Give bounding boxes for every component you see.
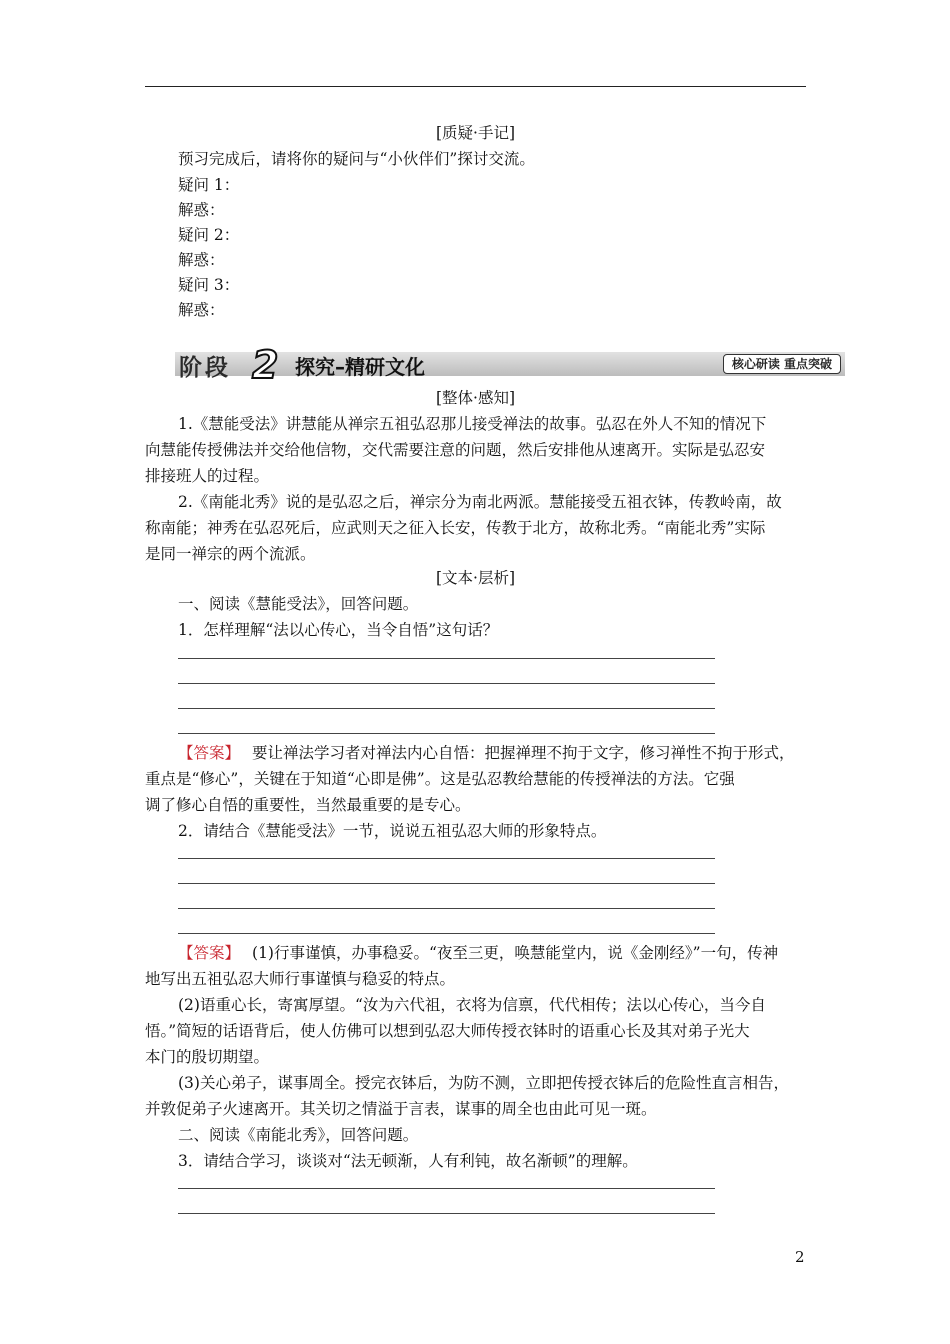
answer-2-2-line3: 本门的殷切期望。 bbox=[145, 1048, 270, 1066]
answer-blank-line bbox=[178, 658, 715, 659]
answer-1-line3: 调了修心自悟的重要性，当然最重要的是专心。 bbox=[145, 796, 471, 814]
stage-badge: 核心研读 重点突破 bbox=[723, 354, 841, 374]
question-1: 1．怎样理解“法以心传心，当令自悟”这句话？ bbox=[178, 621, 499, 639]
answer-2-2-line1: (2)语重心长，寄寓厚望。“汝为六代祖，衣将为信禀，代代相传；法以心传心，当今自 bbox=[178, 996, 766, 1014]
question-3-label: 疑问 3： bbox=[178, 276, 240, 294]
answer-2-1-line2: 地写出五祖弘忍大师行事谨慎与稳妥的特点。 bbox=[145, 970, 456, 988]
overview-heading: [整体·感知] bbox=[435, 389, 516, 407]
section-2-title: 二、阅读《南能北秀》，回答问题。 bbox=[178, 1126, 419, 1144]
stage-title: 探究–精研文化 bbox=[295, 355, 425, 379]
answer-blank-line bbox=[178, 1213, 715, 1214]
overview-p2-line1: 2.《南能北秀》说的是弘忍之后，禅宗分为南北两派。慧能接受五祖衣钵，传教岭南，故 bbox=[178, 493, 782, 511]
answer-tag: 【答案】 bbox=[178, 944, 241, 962]
answer-blank-line bbox=[178, 908, 715, 909]
answer-blank-line bbox=[178, 883, 715, 884]
answer-blank-line bbox=[178, 708, 715, 709]
answer-1-line2: 重点是“修心”，关键在于知道“心即是佛”。这是弘忍教给慧能的传授禅法的方法。它强 bbox=[145, 770, 735, 788]
answer-blank-line bbox=[178, 683, 715, 684]
analysis-heading: [文本·层析] bbox=[435, 569, 516, 587]
answer-2-1-text: (1)行事谨慎，办事稳妥。“夜至三更，唤慧能堂内，说《金刚经》”一句，传神 bbox=[252, 944, 779, 962]
answer-blank-line bbox=[178, 858, 715, 859]
question-3: 3．请结合学习，谈谈对“法无顿渐，人有利钝，故名渐顿”的理解。 bbox=[178, 1152, 638, 1170]
answer-2-3-line1: (3)关心弟子，谋事周全。授完衣钵后，为防不测，立即把传授衣钵后的危险性直言相告， bbox=[178, 1074, 789, 1092]
header-rule bbox=[145, 86, 806, 87]
page-number: 2 bbox=[795, 1248, 805, 1266]
answer-1-text: 要让禅法学习者对禅法内心自悟：把握禅理不拘于文字，修习禅性不拘于形式， bbox=[252, 744, 795, 762]
answer-3-label: 解惑： bbox=[178, 301, 225, 319]
stage-number: 2 bbox=[252, 343, 279, 387]
question-1-label: 疑问 1： bbox=[178, 176, 240, 194]
overview-p1-line2: 向慧能传授佛法并交给他信物，交代需要注意的问题，然后安排他从速离开。实际是弘忍安 bbox=[145, 441, 766, 459]
qa-notes-intro: 预习完成后，请将你的疑问与“小伙伴们”探讨交流。 bbox=[178, 150, 535, 168]
stage-banner bbox=[175, 343, 845, 387]
answer-1-line1 bbox=[178, 740, 795, 766]
answer-tag: 【答案】 bbox=[178, 744, 241, 762]
overview-p2-line2: 称南能；神秀在弘忍死后，应武则天之征入长安，传教于北方，故称北秀。“南能北秀”实际 bbox=[145, 519, 766, 537]
answer-blank-line bbox=[178, 933, 715, 934]
overview-p1-line1: 1.《慧能受法》讲慧能从禅宗五祖弘忍那儿接受禅法的故事。弘忍在外人不知的情况下 bbox=[178, 415, 767, 433]
answer-2-2-line2: 悟。”简短的话语背后，使人仿佛可以想到弘忍大师传授衣钵时的语重心长及其对弟子光大 bbox=[145, 1022, 750, 1040]
overview-p1-line3: 排接班人的过程。 bbox=[145, 467, 270, 485]
answer-2-1-line1 bbox=[178, 940, 778, 966]
stage-label: 阶段 bbox=[179, 355, 231, 381]
section-1-title: 一、阅读《慧能受法》，回答问题。 bbox=[178, 595, 419, 613]
question-2-label: 疑问 2： bbox=[178, 226, 240, 244]
overview-p2-line3: 是同一禅宗的两个流派。 bbox=[145, 545, 316, 563]
question-2: 2．请结合《慧能受法》一节，说说五祖弘忍大师的形象特点。 bbox=[178, 822, 607, 840]
answer-2-label: 解惑： bbox=[178, 251, 225, 269]
answer-1-label: 解惑： bbox=[178, 201, 225, 219]
answer-blank-line bbox=[178, 733, 715, 734]
answer-2-3-line2: 并敦促弟子火速离开。其关切之情溢于言表，谋事的周全也由此可见一斑。 bbox=[145, 1100, 657, 1118]
answer-blank-line bbox=[178, 1188, 715, 1189]
qa-notes-heading: [质疑·手记] bbox=[435, 124, 516, 142]
